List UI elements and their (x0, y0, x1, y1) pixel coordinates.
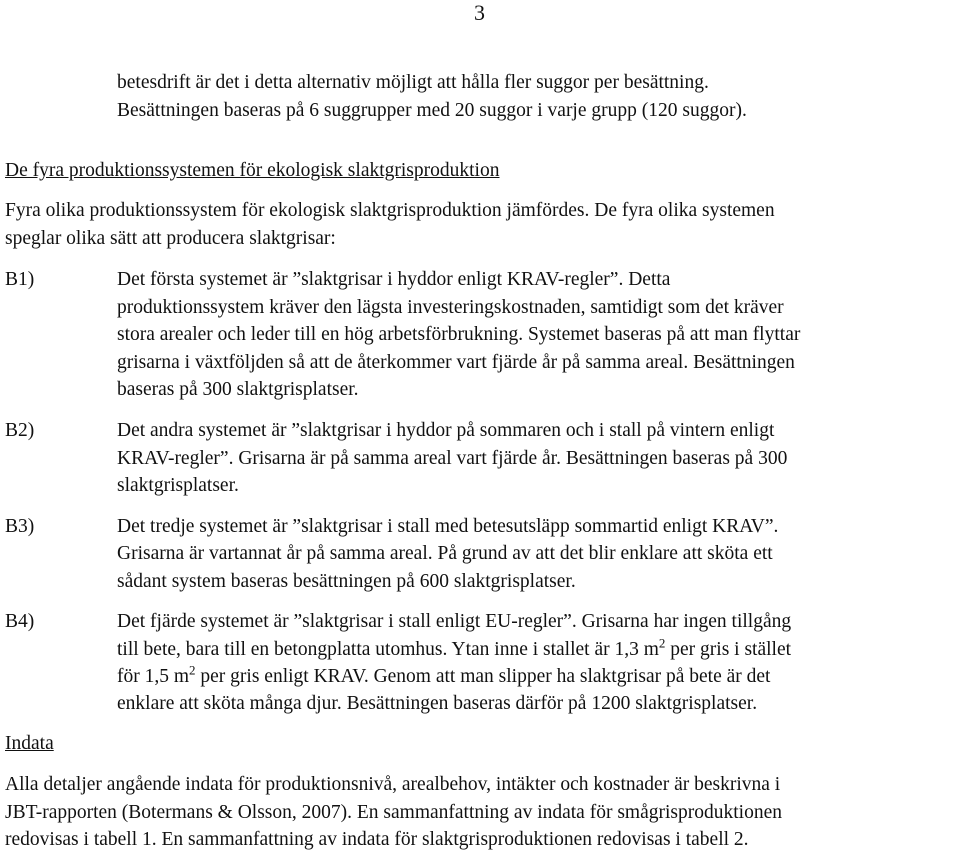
system-b4-line: Det fjärde systemet är ”slaktgrisar i stall enligt EU-regler”. Grisarna har ingen tillgång (117, 611, 792, 632)
system-b3-line: sådant system baseras besättningen på 600 slaktgrisplatser. (117, 571, 576, 592)
superscript: 2 (189, 662, 196, 678)
system-label-b1: B1) (5, 269, 35, 290)
system-b4-line: enklare att sköta många djur. Besättningen baseras därför på 1200 slaktgrisplatser. (117, 693, 758, 714)
system-b4-text: till bete, bara till en betongplatta utomhus. Ytan inne i stallet är 1,3 m (117, 639, 659, 660)
system-b1-line: stora arealer och leder till en hög arbetsförbrukning. Systemet baseras på att man flyttar (117, 324, 801, 345)
system-b2-line: slaktgrisplatser. (117, 475, 239, 496)
section-intro-line: Fyra olika produktionssystem för ekologisk slaktgrisproduktion jämfördes. De fyra olika systemen (5, 200, 775, 221)
intro-line: Besättningen baseras på 6 suggrupper med 20 suggor i varje grupp (120 suggor). (117, 100, 747, 121)
system-b4-text: per gris i stället (665, 639, 792, 660)
page-number: 3 (474, 0, 485, 25)
indata-line: Alla detaljer angående indata för produktionsnivå, arealbehov, intäkter och kostnader är beskrivna i (5, 774, 781, 795)
system-label-b4: B4) (5, 611, 35, 632)
system-b1-line: produktionssystem kräver den lägsta investeringskostnaden, samtidigt som det kräver (117, 297, 784, 318)
indata-line: JBT-rapporten (Botermans & Olsson, 2007). En sammanfattning av indata för smågrisproduktionen (5, 802, 782, 823)
system-b2-line: KRAV-regler”. Grisarna är på samma areal vart fjärde år. Besättningen baseras på 300 (117, 448, 788, 469)
system-b1-line: baseras på 300 slaktgrisplatser. (117, 379, 359, 400)
system-b4-line (117, 635, 792, 662)
superscript: 2 (658, 635, 666, 651)
system-label-b3: B3) (5, 516, 35, 537)
system-b4-text: för 1,5 m (117, 666, 190, 687)
system-b3-line: Grisarna är vartannat år på samma areal. På grund av att det blir enklare att sköta ett (117, 543, 773, 564)
system-b4-line (117, 662, 771, 689)
indata-line: redovisas i tabell 1. En sammanfattning av indata för slaktgrisproduktionen redovisas i tabell 2. (5, 829, 749, 850)
system-b3-line: Det tredje systemet är ”slaktgrisar i stall med betesutsläpp sommartid enligt KRAV”. (117, 516, 779, 537)
system-b1-line: grisarna i växtföljden så att de återkommer vart fjärde år på samma areal. Besättningen (117, 352, 795, 373)
section-heading: De fyra produktionssystemen för ekologisk slaktgrisproduktion (5, 160, 500, 181)
intro-line: betesdrift är det i detta alternativ möjligt att hålla fler suggor per besättning. (117, 72, 709, 93)
system-b1-line: Det första systemet är ”slaktgrisar i hyddor enligt KRAV-regler”. Detta (117, 269, 671, 290)
section-intro-line: speglar olika sätt att producera slaktgrisar: (5, 228, 336, 249)
system-b2-line: Det andra systemet är ”slaktgrisar i hyddor på sommaren och i stall på vintern enligt (117, 420, 775, 441)
indata-heading: Indata (5, 733, 54, 754)
system-label-b2: B2) (5, 420, 35, 441)
system-b4-text: per gris enligt KRAV. Genom att man slipper ha slaktgrisar på bete är det (195, 666, 771, 687)
